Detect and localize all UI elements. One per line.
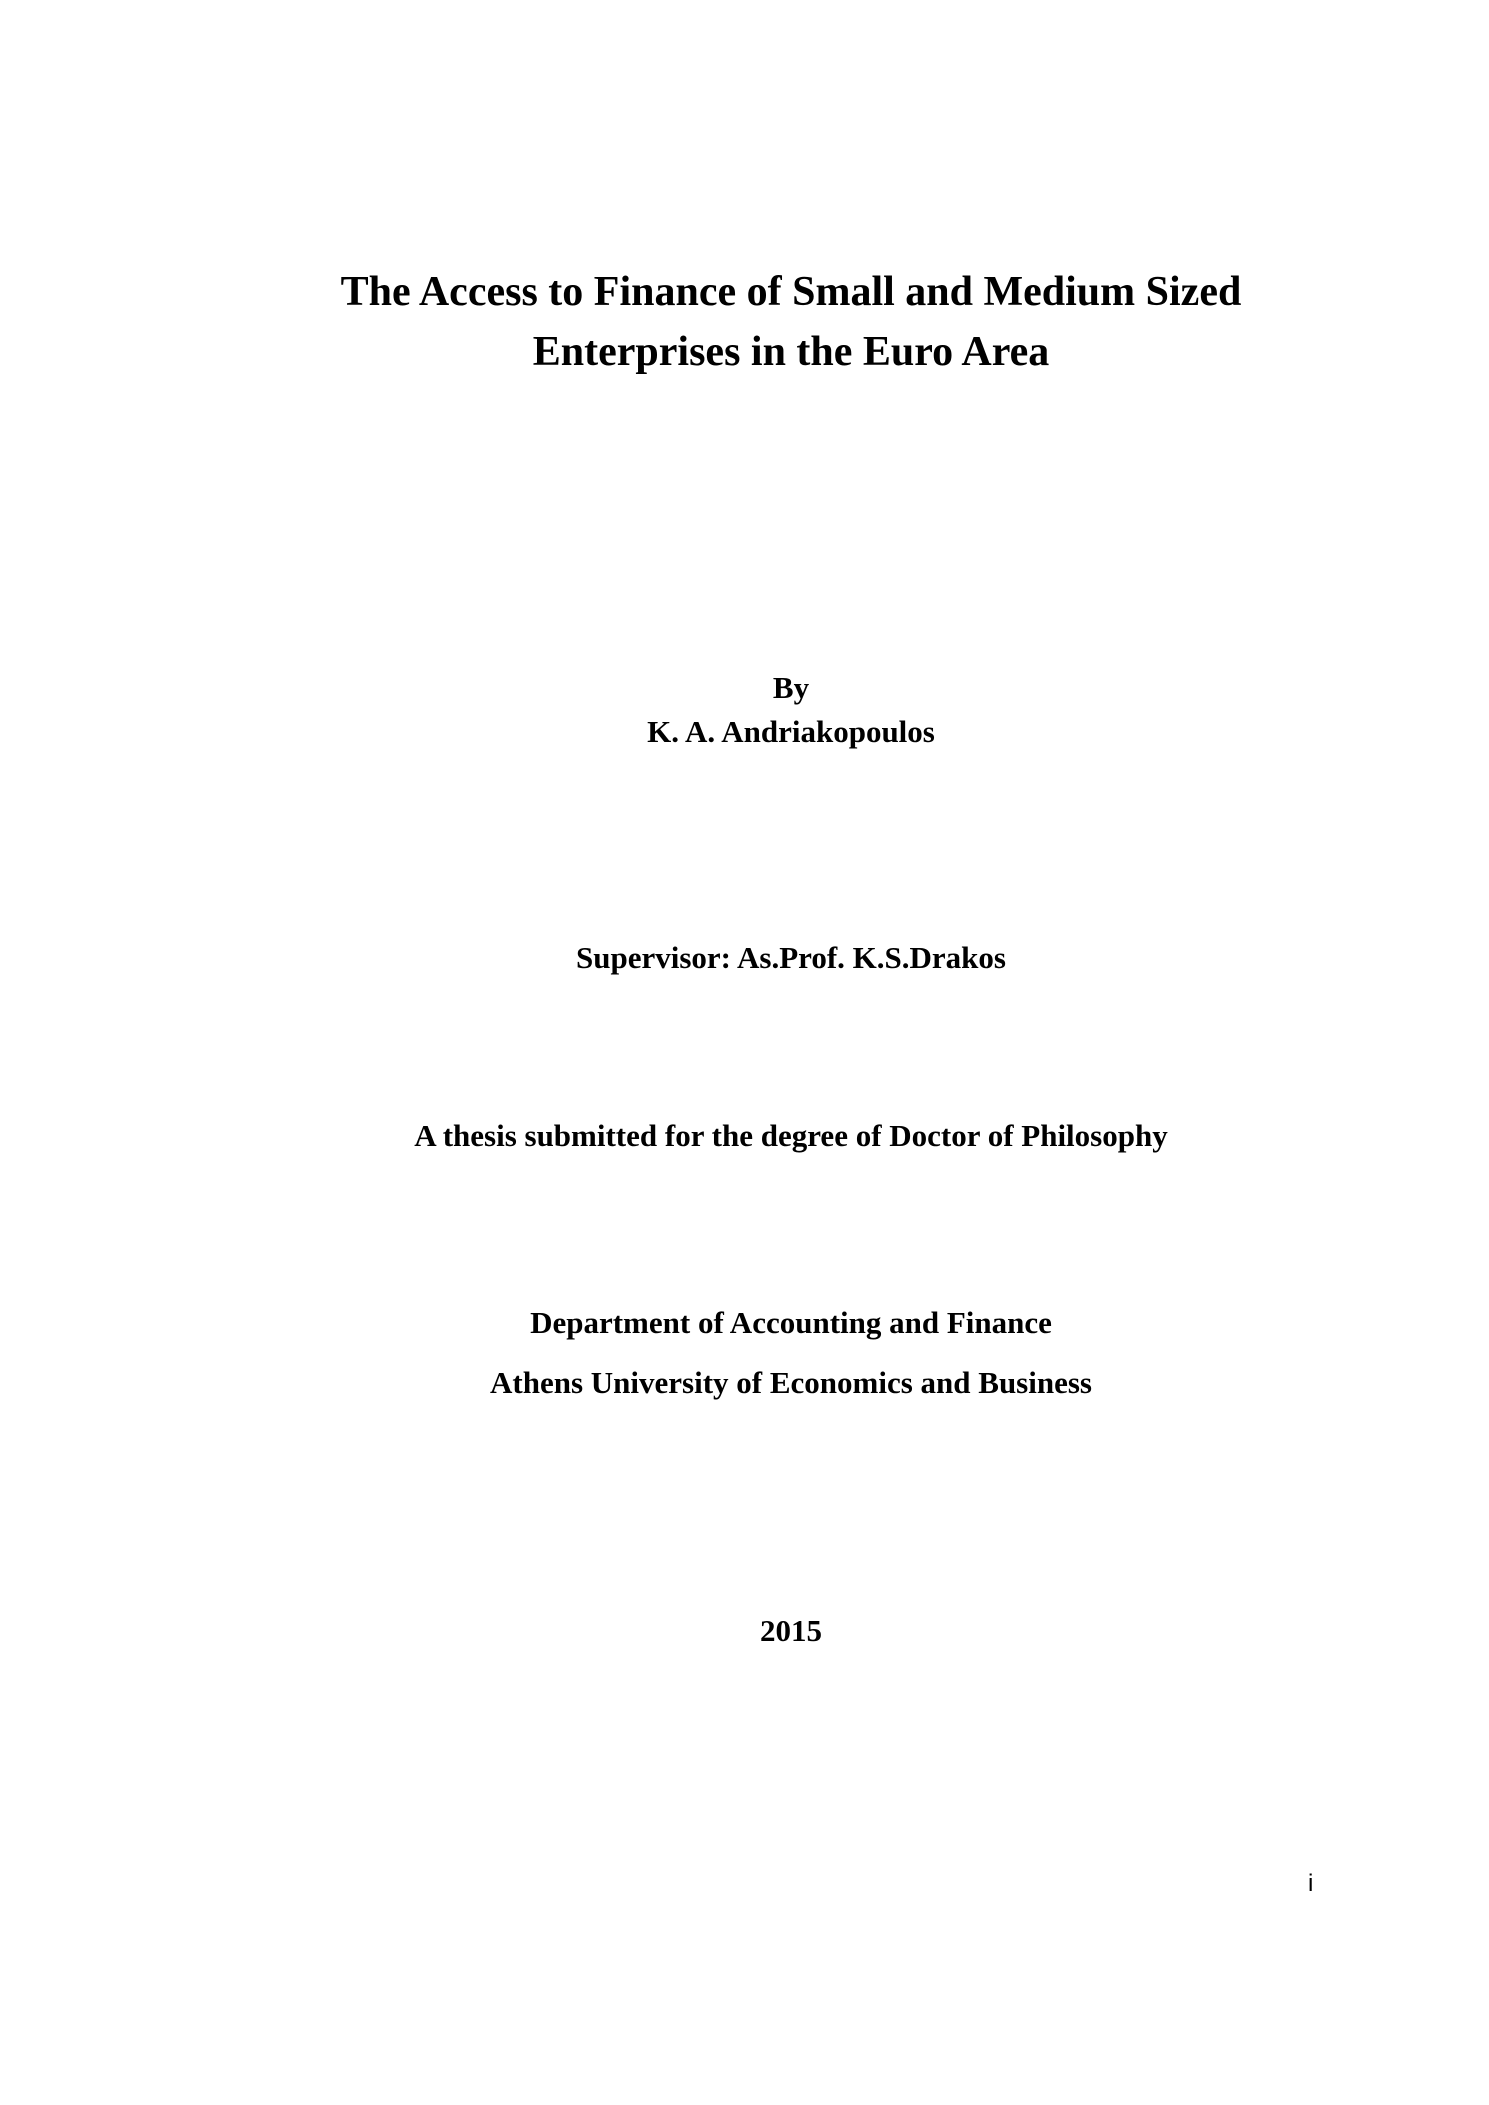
page-number: i [1308, 1870, 1314, 1897]
author-block [0, 666, 1489, 754]
thesis-title [0, 262, 1489, 382]
university-name: Athens University of Economics and Business [490, 1365, 1092, 1400]
submission-year: 2015 [760, 1613, 822, 1648]
department-name: Department of Accounting and Finance [530, 1305, 1052, 1340]
author-name: K. A. Andriakopoulos [647, 714, 935, 749]
by-label: By [772, 670, 810, 705]
degree-statement: A thesis submitted for the degree of Doctor of Philosophy [414, 1118, 1168, 1153]
institution-block [0, 1293, 1489, 1413]
thesis-title-line-2: Enterprises in the Euro Area [532, 329, 1050, 375]
thesis-title-line-1: The Access to Finance of Small and Medium Sized [340, 269, 1242, 315]
supervisor-line: Supervisor: As.Prof. K.S.Drakos [575, 940, 1006, 975]
